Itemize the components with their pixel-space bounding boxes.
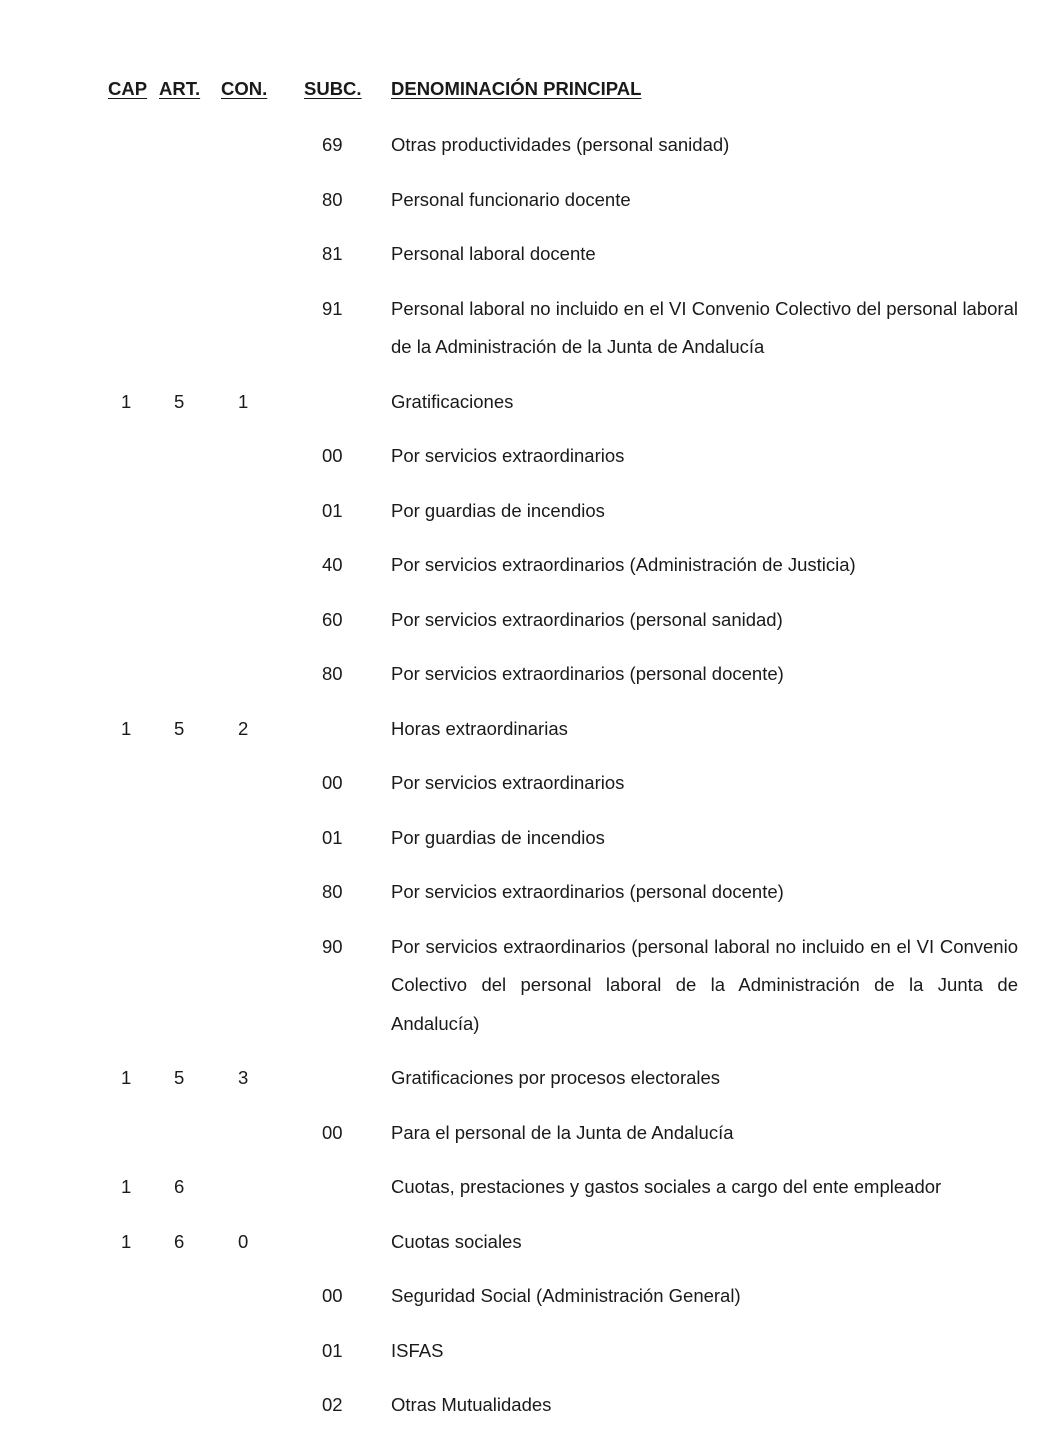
cell-subc: 00 (322, 1285, 343, 1306)
table-row (0, 702, 1058, 757)
table-row (0, 429, 1058, 484)
header-art: ART. (159, 78, 201, 99)
table-row (0, 484, 1058, 539)
cell-con: 2 (238, 717, 249, 739)
cell-subc: 60 (322, 608, 343, 630)
table-row (0, 1324, 1058, 1379)
cell-denominacion: Cuotas, prestaciones y gastos sociales a cargo del ente empleador (391, 1176, 942, 1197)
table-row (0, 1106, 1058, 1161)
cell-art: 6 (174, 1176, 185, 1197)
header-denominacion: DENOMINACIÓN PRINCIPAL (391, 78, 642, 99)
cell-subc: 91 (322, 297, 343, 319)
table-row (0, 173, 1058, 228)
table-row (0, 118, 1058, 173)
cell-denominacion: Por servicios extraordinarios (personal docente) (391, 881, 784, 902)
table-row (0, 227, 1058, 282)
cell-denominacion: Por servicios extraordinarios (personal docente) (391, 663, 784, 684)
cell-cap: 1 (121, 1230, 132, 1252)
cell-denominacion: Horas extraordinarias (391, 717, 568, 739)
cell-subc: 00 (322, 445, 343, 466)
cell-con: 0 (238, 1230, 249, 1252)
table-row (0, 593, 1058, 648)
cell-denominacion: Por servicios extraordinarios (Administración de Justicia) (391, 554, 856, 575)
table-header (0, 78, 1058, 104)
cell-subc: 81 (322, 243, 343, 264)
cell-denominacion: Gratificaciones (391, 390, 514, 412)
table-row (0, 1215, 1058, 1270)
table-row (0, 1160, 1058, 1215)
cell-denominacion: Seguridad Social (Administración General) (391, 1285, 741, 1306)
cell-denominacion: Por servicios extraordinarios (personal sanidad) (391, 608, 783, 630)
header-cap: CAP (108, 78, 148, 99)
table-body (0, 118, 1058, 1433)
table-row (0, 1378, 1058, 1433)
table-row (0, 647, 1058, 702)
cell-denominacion: Por servicios extraordinarios (personal laboral no incluido en el VI Convenio Colectivo del personal laboral de la Administración de la Junta de Andalucía) (391, 935, 1018, 1034)
cell-art: 6 (174, 1230, 185, 1252)
cell-denominacion: Gratificaciones por procesos electorales (391, 1067, 721, 1088)
cell-denominacion: Personal funcionario docente (391, 188, 631, 210)
cell-art: 5 (174, 717, 185, 739)
cell-subc: 01 (322, 499, 343, 521)
cell-denominacion: Por guardias de incendios (391, 826, 605, 848)
cell-con: 3 (238, 1067, 249, 1088)
cell-cap: 1 (121, 390, 132, 412)
table-row (0, 811, 1058, 866)
cell-denominacion: Para el personal de la Junta de Andalucía (391, 1121, 734, 1143)
header-con: CON. (221, 78, 268, 99)
cell-subc: 02 (322, 1394, 343, 1415)
cell-denominacion: Otras productividades (personal sanidad) (391, 134, 730, 155)
cell-subc: 01 (322, 1339, 343, 1361)
cell-denominacion: Por servicios extraordinarios (391, 445, 625, 466)
cell-cap: 1 (121, 1067, 132, 1088)
table-row (0, 1269, 1058, 1324)
cell-denominacion: Por servicios extraordinarios (391, 772, 625, 793)
table-row (0, 756, 1058, 811)
table-row (0, 282, 1058, 375)
cell-subc: 00 (322, 1121, 343, 1143)
cell-subc: 00 (322, 772, 343, 793)
table-row (0, 375, 1058, 430)
cell-subc: 80 (322, 188, 343, 210)
cell-subc: 69 (322, 134, 343, 155)
cell-subc: 80 (322, 881, 343, 902)
cell-subc: 80 (322, 663, 343, 684)
cell-cap: 1 (121, 1176, 132, 1197)
cell-denominacion: Otras Mutualidades (391, 1394, 552, 1415)
cell-denominacion: Personal laboral no incluido en el VI Convenio Colectivo del personal laboral de la Administración de la Junta de Andalucía (391, 297, 1018, 357)
table-row (0, 1051, 1058, 1106)
cell-art: 5 (174, 1067, 185, 1088)
cell-denominacion: Por guardias de incendios (391, 499, 605, 521)
cell-denominacion: Personal laboral docente (391, 243, 596, 264)
cell-art: 5 (174, 390, 185, 412)
cell-denominacion: Cuotas sociales (391, 1230, 522, 1252)
cell-subc: 40 (322, 554, 343, 575)
cell-subc: 01 (322, 826, 343, 848)
table-row (0, 865, 1058, 920)
header-subc: SUBC. (304, 78, 362, 99)
table-row (0, 920, 1058, 1052)
cell-denominacion: ISFAS (391, 1339, 444, 1361)
cell-subc: 90 (322, 935, 343, 957)
table-row (0, 538, 1058, 593)
cell-cap: 1 (121, 717, 132, 739)
cell-con: 1 (238, 390, 249, 412)
